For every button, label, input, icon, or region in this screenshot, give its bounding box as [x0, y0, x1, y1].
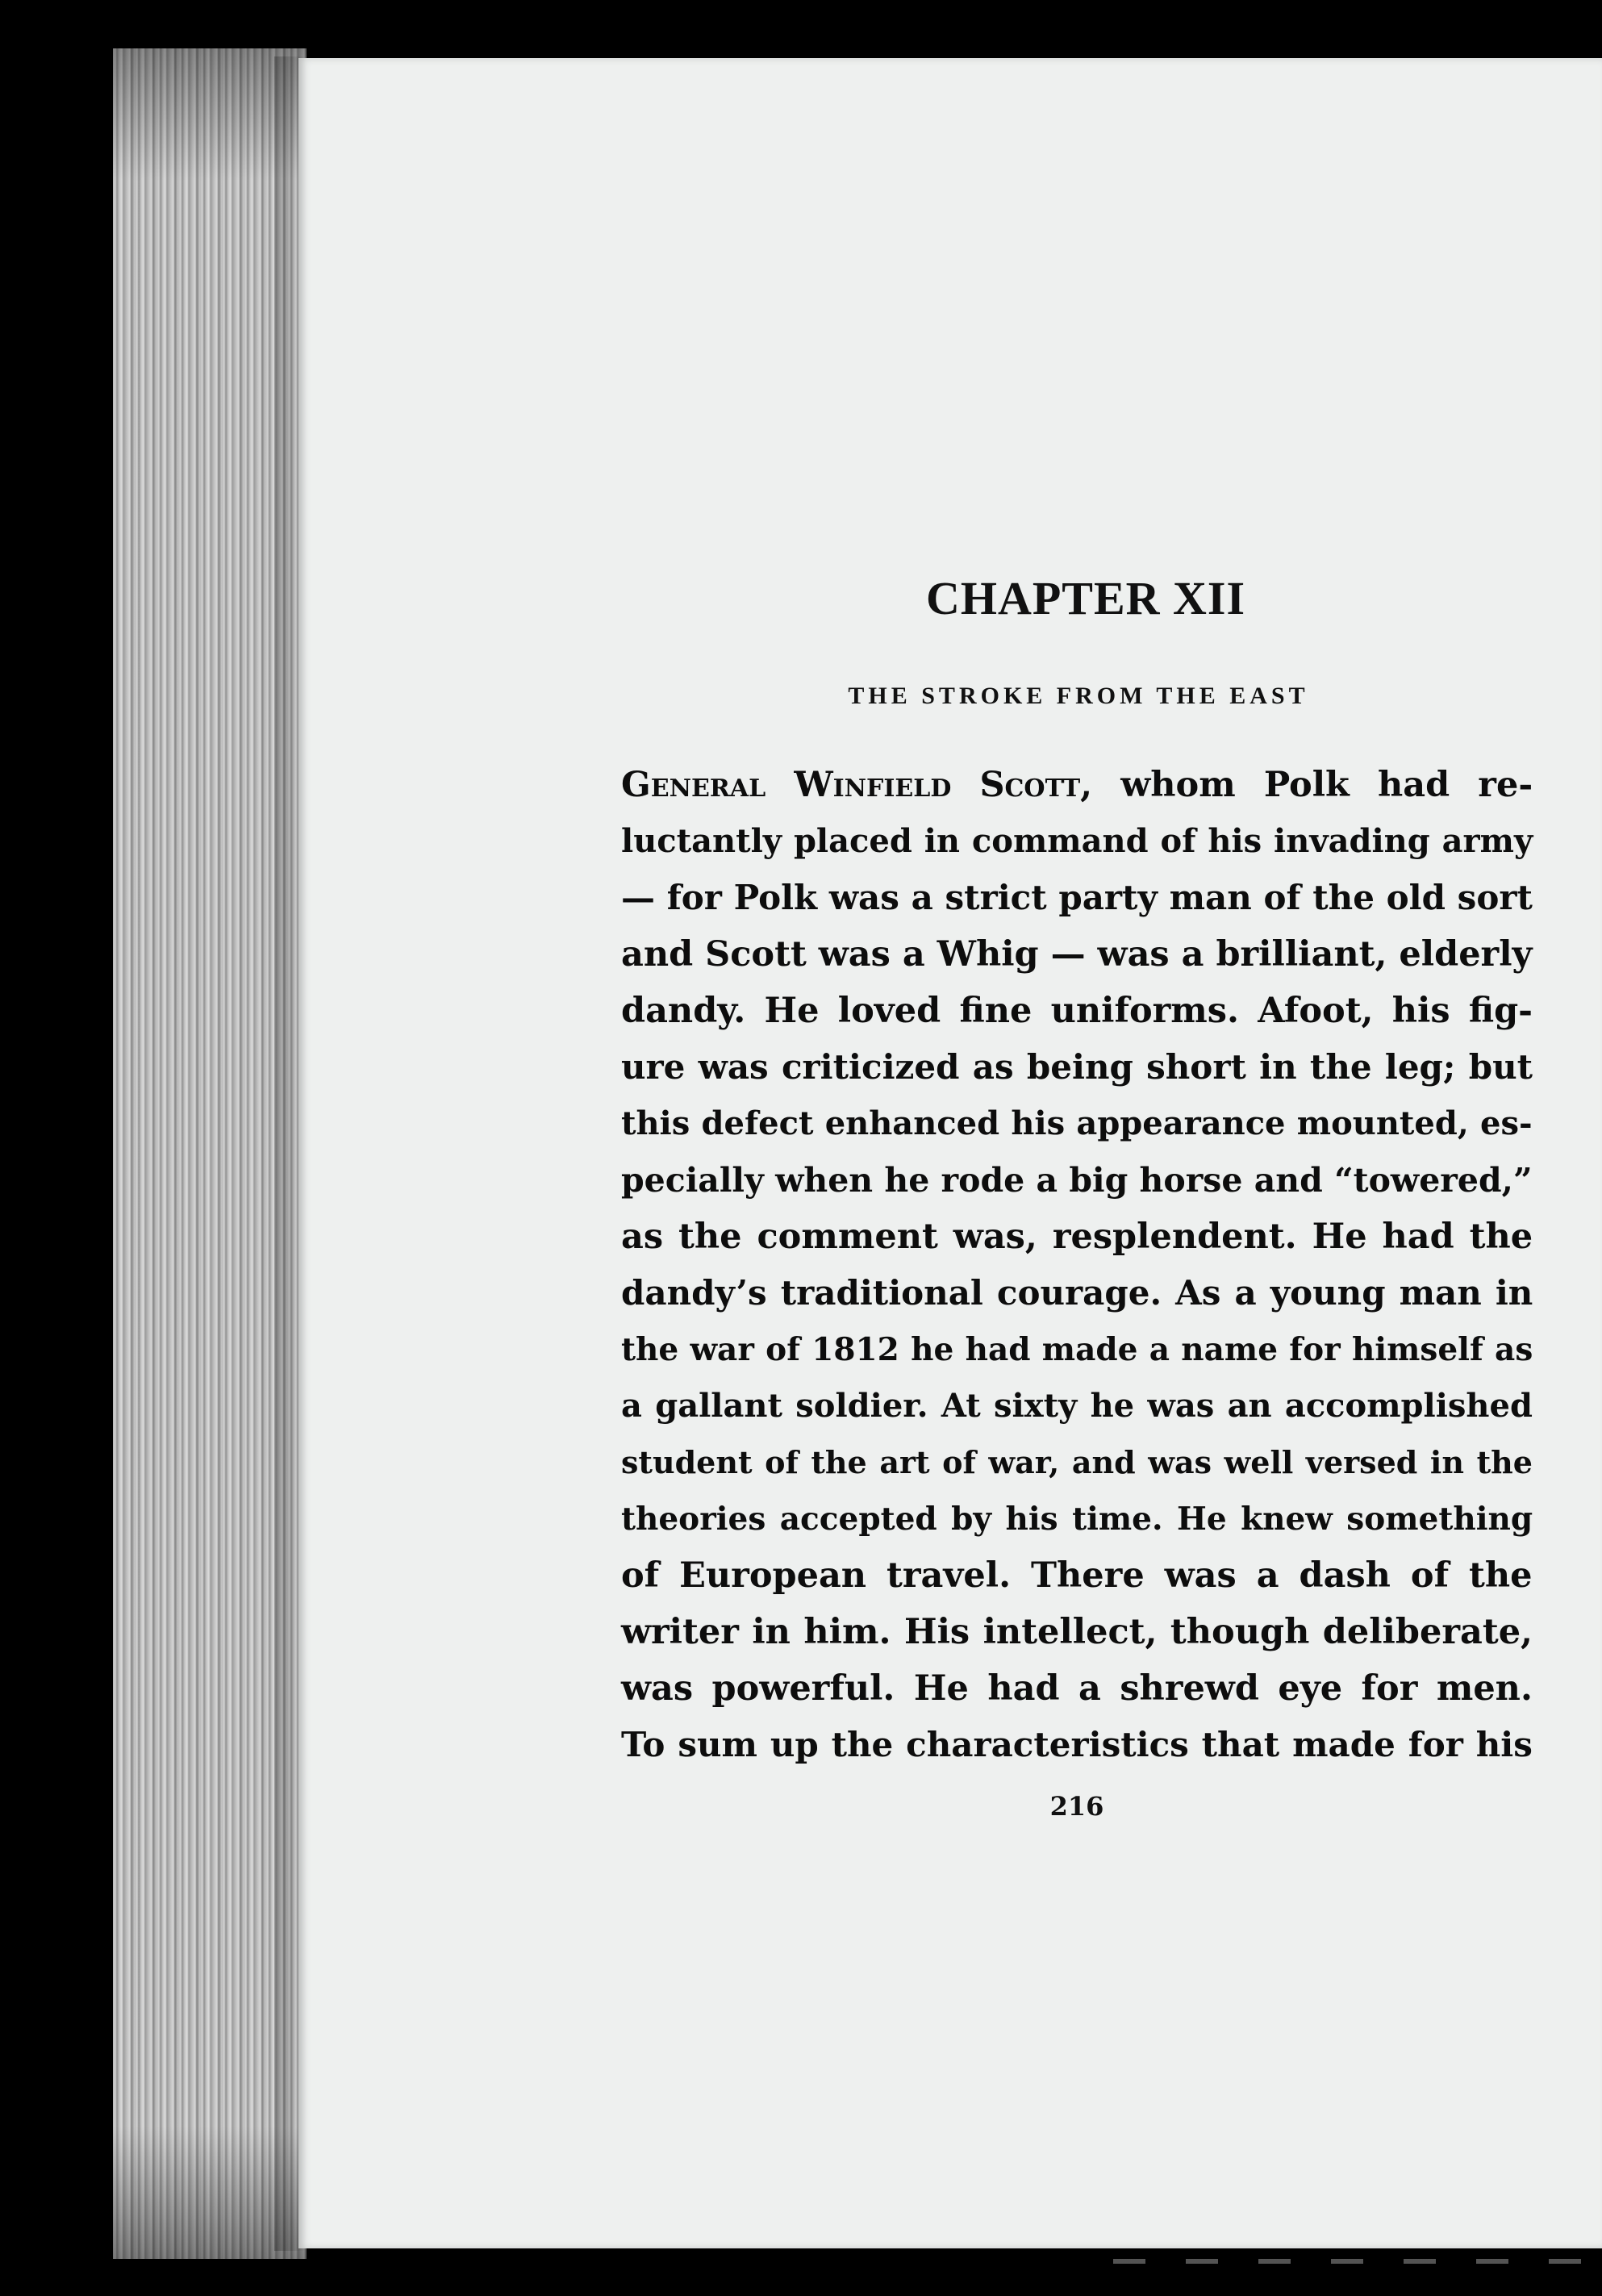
body-line: as the comment was, resplendent. He had the	[621, 1217, 1533, 1257]
body-line: was powerful. He had a shrewd eye for men.	[621, 1668, 1533, 1709]
chapter-subtitle: THE STROKE FROM THE EAST	[848, 683, 1309, 709]
body-line: this defect enhanced his appearance mounted, es-	[621, 1104, 1533, 1142]
body-line: of European travel. There was a dash of the	[621, 1555, 1533, 1596]
body-line: — for Polk was a strict party man of the old sort	[621, 878, 1533, 917]
body-line: ure was criticized as being short in the leg; but	[621, 1047, 1533, 1087]
body-line: luctantly placed in command of his invading army	[621, 822, 1533, 860]
body-line: student of the art of war, and was well versed in the	[621, 1444, 1533, 1480]
body-line: dandy’s traditional courage. As a young man in	[621, 1273, 1533, 1313]
bottom-edge-marks	[1113, 2259, 1602, 2264]
body-paragraph	[621, 757, 1533, 1773]
lead-smallcaps: General Winfield Scott,	[621, 765, 1093, 805]
body-line: pecially when he rode a big horse and “towered,”	[621, 1161, 1533, 1200]
body-line: the war of 1812 he had made a name for himself as	[621, 1331, 1533, 1368]
body-line: and Scott was a Whig — was a brilliant, elderly	[621, 934, 1533, 975]
body-line: theories accepted by his time. He knew something	[621, 1501, 1533, 1538]
body-line: writer in him. His intellect, though deliberate,	[621, 1612, 1533, 1652]
body-line: a gallant soldier. At sixty he was an accomplished	[621, 1387, 1533, 1425]
gutter-shadow	[274, 56, 307, 2251]
body-line-1	[621, 757, 1533, 813]
body-line: dandy. He loved fine uniforms. Afoot, his fig-	[621, 991, 1533, 1031]
body-line-1-rest: whom Polk had re-	[1092, 765, 1533, 805]
body-line: To sum up the characteristics that made for his	[621, 1725, 1533, 1764]
chapter-title: CHAPTER XII	[925, 572, 1246, 624]
page-number: 216	[1049, 1791, 1104, 1822]
